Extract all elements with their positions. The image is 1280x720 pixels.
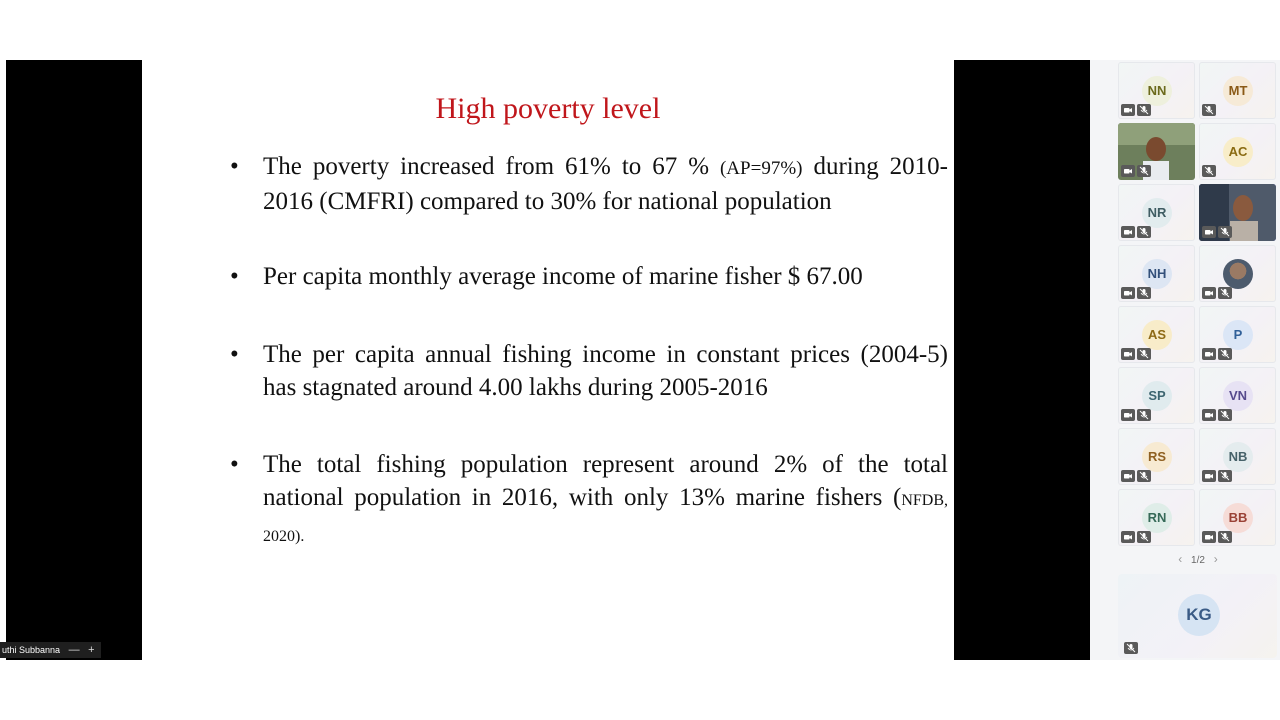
slide-title: High poverty level — [435, 92, 661, 125]
avatar: RN — [1142, 503, 1172, 533]
camera-off-icon — [1121, 104, 1135, 116]
mic-muted-icon — [1218, 348, 1232, 360]
participant-tile[interactable] — [1199, 306, 1276, 363]
mic-muted-icon — [1137, 470, 1151, 482]
mic-muted-icon — [1137, 409, 1151, 421]
camera-off-icon — [1121, 287, 1135, 299]
presentation-slide — [142, 60, 954, 660]
bullet-dot: • — [230, 451, 239, 478]
mic-muted-icon — [1124, 642, 1138, 654]
participant-tile[interactable] — [1199, 245, 1276, 302]
bullet-note: (AP=97%) — [719, 158, 803, 179]
mic-muted-icon — [1137, 531, 1151, 543]
avatar: VN — [1223, 381, 1253, 411]
camera-off-icon — [1121, 531, 1135, 543]
avatar: NH — [1142, 259, 1172, 289]
camera-off-icon — [1202, 348, 1216, 360]
participant-tile[interactable] — [1118, 184, 1195, 241]
mic-muted-icon — [1218, 287, 1232, 299]
participant-tile[interactable] — [1199, 123, 1276, 180]
bullet-dot: • — [230, 153, 239, 180]
avatar: MT — [1223, 76, 1253, 106]
participant-tile[interactable] — [1199, 62, 1276, 119]
camera-off-icon — [1121, 226, 1135, 238]
avatar: RS — [1142, 442, 1172, 472]
page-indicator: 1/2 — [1191, 555, 1205, 566]
gallery-pager — [1170, 552, 1226, 566]
participant-tile[interactable] — [1118, 428, 1195, 485]
mic-muted-icon — [1202, 165, 1216, 177]
participant-tile[interactable] — [1199, 184, 1276, 241]
participant-tile[interactable] — [1118, 245, 1195, 302]
camera-off-icon — [1202, 226, 1216, 238]
participant-tile[interactable] — [1118, 123, 1195, 180]
camera-off-icon — [1121, 409, 1135, 421]
avatar: KG — [1178, 594, 1220, 636]
avatar: SP — [1142, 381, 1172, 411]
participant-tile[interactable] — [1118, 306, 1195, 363]
camera-off-icon — [1202, 287, 1216, 299]
mic-muted-icon — [1218, 470, 1232, 482]
mic-muted-icon — [1202, 104, 1216, 116]
bullet-text: The per capita annual fishing income in constant prices (2004-5) has stagnated around 4.00 lakhs during 2005-2016 — [263, 341, 948, 401]
participant-tile[interactable] — [1199, 489, 1276, 546]
bullet-text: Per capita monthly average income of marine fisher $ 67.00 — [263, 263, 863, 290]
prev-page-button[interactable]: ‹ — [1178, 552, 1183, 566]
camera-off-icon — [1202, 531, 1216, 543]
participant-tile[interactable] — [1118, 367, 1195, 424]
minimize-icon[interactable]: — — [68, 644, 80, 656]
camera-off-icon — [1121, 165, 1135, 177]
avatar: BB — [1223, 503, 1253, 533]
expand-icon[interactable]: + — [88, 644, 95, 656]
avatar: NB — [1223, 442, 1253, 472]
mic-muted-icon — [1218, 226, 1232, 238]
participant-tile[interactable] — [1118, 62, 1195, 119]
avatar: AS — [1142, 320, 1172, 350]
bullet-dot: • — [230, 263, 239, 290]
mic-muted-icon — [1137, 104, 1151, 116]
bullet-dot: • — [230, 341, 239, 368]
mic-muted-icon — [1137, 287, 1151, 299]
presenter-name-label — [0, 642, 101, 658]
participant-tile[interactable] — [1199, 367, 1276, 424]
avatar: NN — [1142, 76, 1172, 106]
mic-muted-icon — [1137, 348, 1151, 360]
bullet-text-cont: during 2010-2016 (CMFRI) compared to 30% for national population — [263, 153, 948, 215]
avatar-photo — [1223, 259, 1253, 289]
participant-tile-spotlight[interactable] — [1118, 574, 1277, 658]
mic-muted-icon — [1137, 165, 1151, 177]
next-page-button[interactable]: › — [1213, 552, 1218, 566]
participant-tile[interactable] — [1118, 489, 1195, 546]
presenter-name: uthi Subbanna — [2, 645, 61, 655]
mic-muted-icon — [1137, 226, 1151, 238]
participant-tile[interactable] — [1199, 428, 1276, 485]
camera-off-icon — [1202, 409, 1216, 421]
camera-off-icon — [1202, 470, 1216, 482]
camera-off-icon — [1121, 348, 1135, 360]
avatar: AC — [1223, 137, 1253, 167]
camera-off-icon — [1121, 470, 1135, 482]
bullet-text: The total fishing population represent around 2% of the total national population in 2016, with only 13% marine fishers ( — [263, 451, 948, 511]
avatar: P — [1223, 320, 1253, 350]
mic-muted-icon — [1218, 531, 1232, 543]
avatar: NR — [1142, 198, 1172, 228]
bullet-text: The poverty increased from 61% to 67 % — [263, 153, 720, 180]
bullet-citation: NFDB, 2020). — [263, 492, 948, 545]
mic-muted-icon — [1218, 409, 1232, 421]
